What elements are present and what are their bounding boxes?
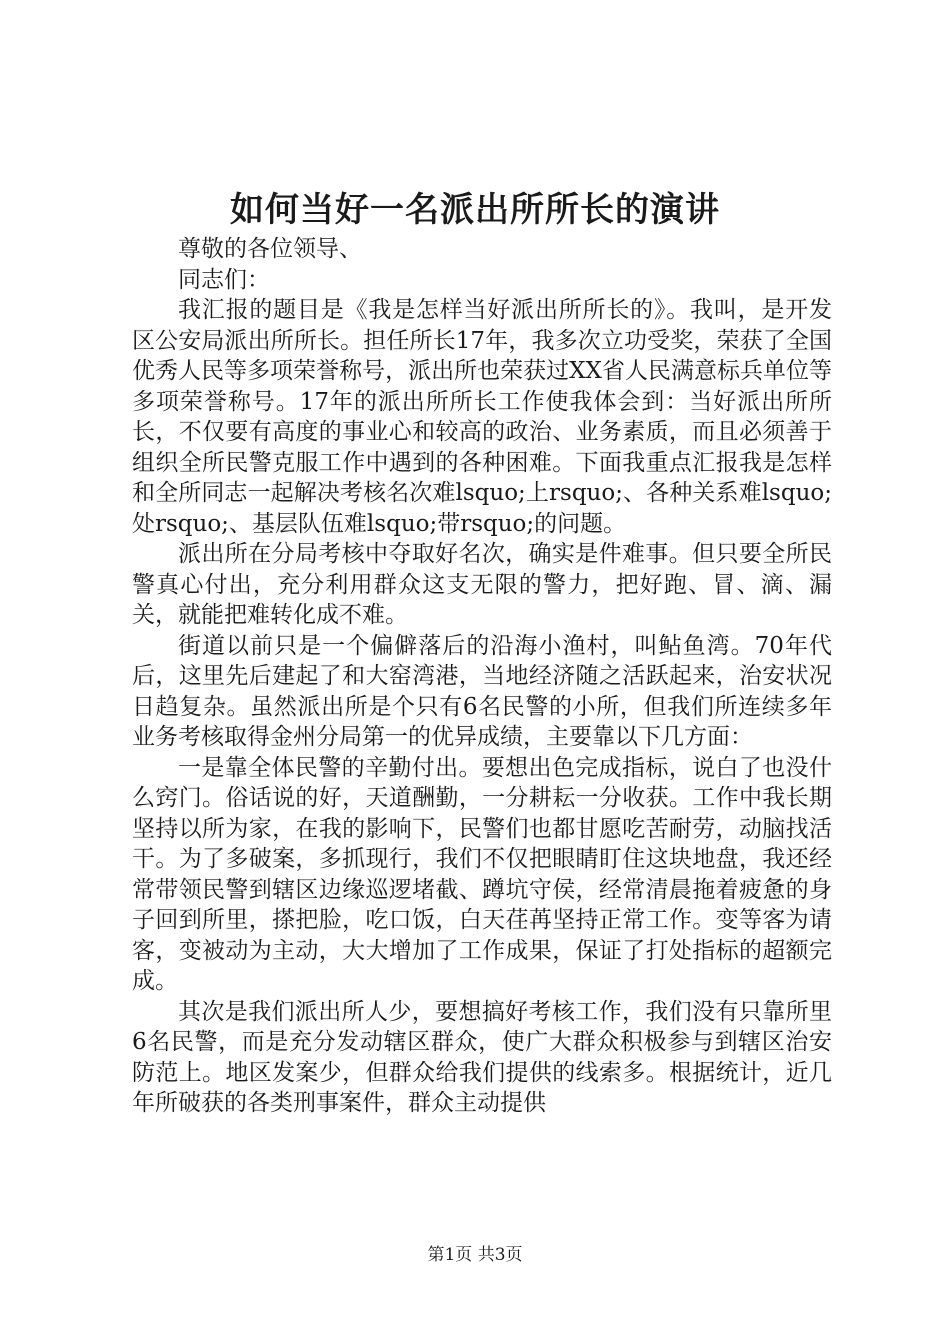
- body-paragraph: 其次是我们派出所人少，要想搞好考核工作，我们没有只靠所里6名民警，而是充分发动辖区群众，使广大群众积极参与到辖区治安防范上。地区发案少，但群众给我们提供的线索多。根据统计，近几年所破获的各类刑事案件，群众主动提供: [132, 998, 832, 1116]
- salutation-line: 同志们：: [178, 266, 270, 293]
- document-title: 如何当好一名派出所所长的演讲: [230, 190, 720, 230]
- document-body: [132, 234, 832, 1119]
- body-paragraph: 派出所在分局考核中夺取好名次，确实是件难事。但只要全所民警真心付出，充分利用群众这支无限的警力，把好跑、冒、滴、漏关，就能把难转化成不难。: [132, 541, 832, 628]
- body-paragraph: 我汇报的题目是《我是怎样当好派出所所长的》。我叫，是开发区公安局派出所所长。担任所长17年，我多次立功受奖，荣获了全国优秀人民等多项荣誉称号，派出所也荣获过XX省人民满意标兵单位等多项荣誉称号。17年的派出所所长工作使我体会到：当好派出所所长，不仅要有高度的事业心和较高的政治、业务素质，而且必须善于组织全所民警克服工作中遇到的各种困难。下面我重点汇报我是怎样和全所同志一起解决考核名次难lsquo;上rsquo;、各种关系难lsquo;处rsquo;、基层队伍难lsquo;带rsquo;的问题。: [132, 297, 832, 537]
- body-paragraph: 一是靠全体民警的辛勤付出。要想出色完成指标，说白了也没什么窍门。俗话说的好，天道酬勤，一分耕耘一分收获。工作中我长期坚持以所为家，在我的影响下，民警们也都甘愿吃苦耐劳，动脑找活干。为了多破案，多抓现行，我们不仅把眼睛盯住这块地盘，我还经常带领民警到辖区边缘巡逻堵截、蹲坑守侯，经常清晨拖着疲惫的身子回到所里，搽把脸，吃口饭，白天荏苒坚持正常工作。变等客为请客，变被动为主动，大大增加了工作成果，保证了打处指标的超额完成。: [132, 754, 832, 994]
- body-paragraph: 街道以前只是一个偏僻落后的沿海小渔村，叫鲇鱼湾。70年代后，这里先后建起了和大窑湾港，当地经济随之活跃起来，治安状况日趋复杂。虽然派出所是个只有6名民警的小所，但我们所连续多年业务考核取得金州分局第一的优异成绩，主要靠以下几方面：: [132, 632, 832, 750]
- page-number-footer: 第1页 共3页: [427, 1245, 523, 1265]
- salutation-line: 尊敬的各位领导、: [178, 236, 362, 262]
